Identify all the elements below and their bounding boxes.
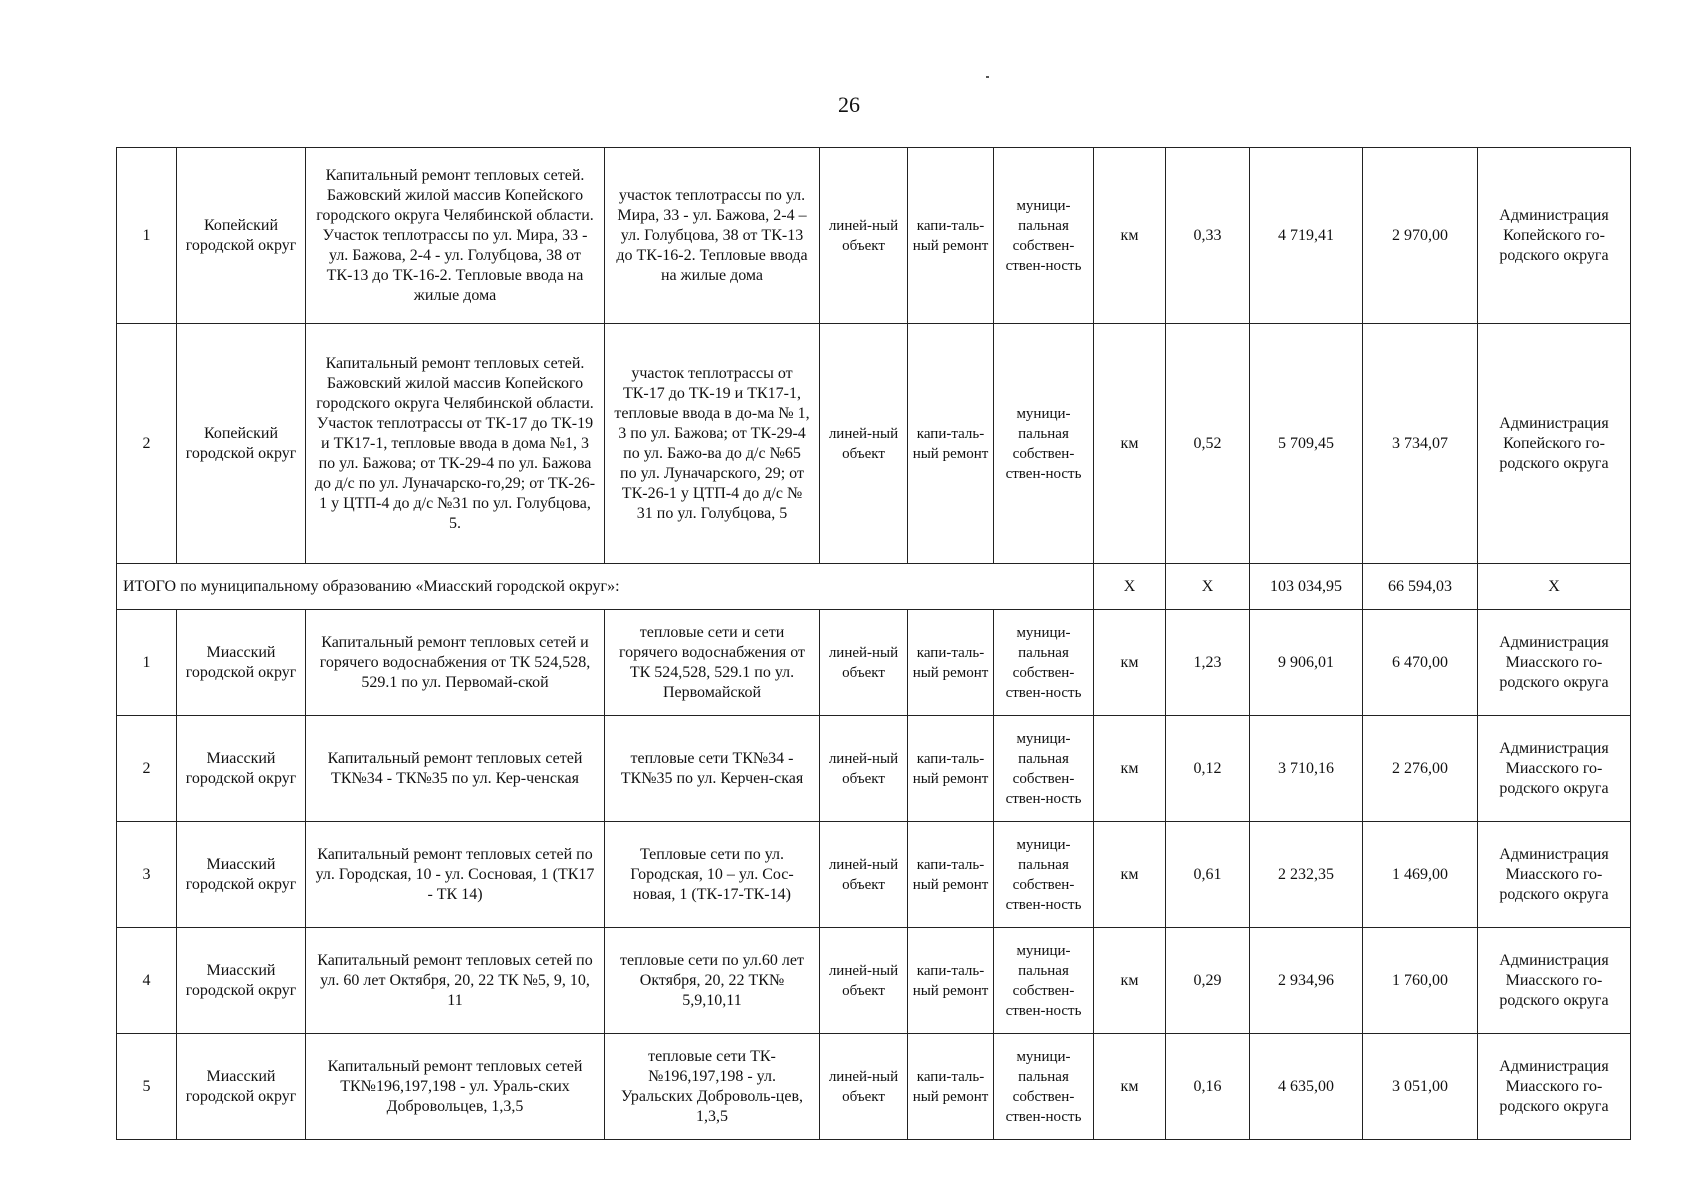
description-cell: Капитальный ремонт тепловых сетей по ул. Городская, 10 - ул. Сосновая, 1 (ТК17 - ТК 14) xyxy=(306,822,605,928)
work-type-cell: капи-таль-ный ремонт xyxy=(908,324,994,564)
length-cell: 0,12 xyxy=(1166,716,1250,822)
work-type-cell: капи-таль-ный ремонт xyxy=(908,822,994,928)
customer-cell: Администрация Миасского го-родского округа xyxy=(1478,610,1631,716)
unit-cell: км xyxy=(1094,610,1166,716)
total-section xyxy=(117,564,1631,610)
customer-cell: Администрация Миасского го-родского округа xyxy=(1478,822,1631,928)
ownership-cell: муници-пальная собствен-ствен-ность xyxy=(994,610,1094,716)
ownership-cell: муници-пальная собствен-ствен-ность xyxy=(994,716,1094,822)
object-type-cell: линей-ный объект xyxy=(820,928,908,1034)
site-cell: участок теплотрассы по ул. Мира, 33 - ул. Бажова, 2-4 – ул. Голубцова, 38 от ТК-13 до ТК-16-2. Тепловые ввода на жилые дома xyxy=(605,148,820,324)
total-label: ИТОГО по муниципальному образованию «Миасский городской округ»: xyxy=(117,564,1094,610)
unit-cell: км xyxy=(1094,716,1166,822)
unit-cell: км xyxy=(1094,822,1166,928)
table-row xyxy=(117,716,1631,822)
ownership-cell: муници-пальная собствен-ствен-ность xyxy=(994,928,1094,1034)
length-cell: 1,23 xyxy=(1166,610,1250,716)
object-type-cell: линей-ный объект xyxy=(820,1034,908,1140)
cost-year-cell: 3 734,07 xyxy=(1363,324,1478,564)
cost-total-cell: 2 232,35 xyxy=(1250,822,1363,928)
municipality-cell: Миасский городской округ xyxy=(177,928,306,1034)
object-type-cell: линей-ный объект xyxy=(820,822,908,928)
miass-section xyxy=(117,610,1631,1140)
cost-year-cell: 2 276,00 xyxy=(1363,716,1478,822)
cost-total-cell: 2 934,96 xyxy=(1250,928,1363,1034)
site-cell: тепловые сети по ул.60 лет Октября, 20, 22 ТК№ 5,9,10,11 xyxy=(605,928,820,1034)
unit-cell: км xyxy=(1094,928,1166,1034)
cost-year-cell: 1 760,00 xyxy=(1363,928,1478,1034)
length-cell: 0,16 xyxy=(1166,1034,1250,1140)
unit-cell: км xyxy=(1094,1034,1166,1140)
description-cell: Капитальный ремонт тепловых сетей и горячего водоснабжения от ТК 524,528, 529.1 по ул. Первомай-ской xyxy=(306,610,605,716)
table-row xyxy=(117,324,1631,564)
customer-cell: Администрация Копейского го-родского округа xyxy=(1478,148,1631,324)
site-cell: участок теплотрассы от ТК-17 до ТК-19 и ТК17-1, тепловые ввода в до-ма № 1, 3 по ул. Бажова; от ТК-29-4 по ул. Бажо-ва до д/с №65 по ул. Луначарского, 29; от ТК-26-1 у ЦТП-4 до д/с № 31 по ул. Голубцова, 5 xyxy=(605,324,820,564)
site-cell: тепловые сети ТК-№196,197,198 - ул. Уральских Доброволь-цев, 1,3,5 xyxy=(605,1034,820,1140)
table-row xyxy=(117,822,1631,928)
table-row xyxy=(117,928,1631,1034)
heating-repair-table xyxy=(116,147,1631,1140)
object-type-cell: линей-ный объект xyxy=(820,148,908,324)
work-type-cell: капи-таль-ный ремонт xyxy=(908,1034,994,1140)
total-unit: X xyxy=(1094,564,1166,610)
table-row xyxy=(117,1034,1631,1140)
cost-total-cell: 3 710,16 xyxy=(1250,716,1363,822)
customer-cell: Администрация Миасского го-родского округа xyxy=(1478,928,1631,1034)
cost-total-cell: 4 635,00 xyxy=(1250,1034,1363,1140)
ownership-cell: муници-пальная собствен-ствен-ность xyxy=(994,1034,1094,1140)
length-cell: 0,33 xyxy=(1166,148,1250,324)
description-cell: Капитальный ремонт тепловых сетей ТК№196,197,198 - ул. Ураль-ских Добровольцев, 1,3,5 xyxy=(306,1034,605,1140)
cost-total-cell: 4 719,41 xyxy=(1250,148,1363,324)
description-cell: Капитальный ремонт тепловых сетей ТК№34 - ТК№35 по ул. Кер-ченская xyxy=(306,716,605,822)
ownership-cell: муници-пальная собствен-ствен-ность xyxy=(994,324,1094,564)
row-number: 2 xyxy=(117,324,177,564)
row-number: 3 xyxy=(117,822,177,928)
total-row xyxy=(117,564,1631,610)
description-cell: Капитальный ремонт тепловых сетей. Бажовский жилой массив Копейского городского округа Челябинской области. Участок теплотрассы от ТК-17 до ТК-19 и ТК17-1, тепловые ввода в дома №1, 3 по ул. Бажова; от ТК-29-4 по ул. Бажова до д/с по ул. Луначарско-го,29; от ТК-26-1 у ЦТП-4 до д/с №31 по ул. Голубцова, 5. xyxy=(306,324,605,564)
cost-total-cell: 5 709,45 xyxy=(1250,324,1363,564)
description-cell: Капитальный ремонт тепловых сетей по ул. 60 лет Октября, 20, 22 ТК №5, 9, 10, 11 xyxy=(306,928,605,1034)
municipality-cell: Копейский городской округ xyxy=(177,324,306,564)
municipality-cell: Миасский городской округ xyxy=(177,610,306,716)
unit-cell: км xyxy=(1094,324,1166,564)
cost-total-cell: 9 906,01 xyxy=(1250,610,1363,716)
object-type-cell: линей-ный объект xyxy=(820,610,908,716)
cost-year-cell: 2 970,00 xyxy=(1363,148,1478,324)
kopeysk-section xyxy=(117,148,1631,564)
site-cell: тепловые сети и сети горячего водоснабжения от ТК 524,528, 529.1 по ул. Первомайской xyxy=(605,610,820,716)
page-number: 26 xyxy=(838,92,860,117)
total-length: X xyxy=(1166,564,1250,610)
length-cell: 0,61 xyxy=(1166,822,1250,928)
ownership-cell: муници-пальная собствен-ствен-ность xyxy=(994,148,1094,324)
total-cost-year: 66 594,03 xyxy=(1363,564,1478,610)
cost-year-cell: 3 051,00 xyxy=(1363,1034,1478,1140)
row-number: 5 xyxy=(117,1034,177,1140)
municipality-cell: Миасский городской округ xyxy=(177,1034,306,1140)
description-cell: Капитальный ремонт тепловых сетей. Бажовский жилой массив Копейского городского округа Челябинской области. Участок теплотрассы по ул. Мира, 33 - ул. Бажова, 2-4 - ул. Голубцова, 38 от ТК-13 до ТК-16-2. Тепловые ввода на жилые дома xyxy=(306,148,605,324)
municipality-cell: Копейский городской округ xyxy=(177,148,306,324)
municipality-cell: Миасский городской округ xyxy=(177,716,306,822)
customer-cell: Администрация Миасского го-родского округа xyxy=(1478,1034,1631,1140)
cost-year-cell: 6 470,00 xyxy=(1363,610,1478,716)
table-row xyxy=(117,148,1631,324)
work-type-cell: капи-таль-ный ремонт xyxy=(908,610,994,716)
work-type-cell: капи-таль-ный ремонт xyxy=(908,716,994,822)
row-number: 1 xyxy=(117,148,177,324)
customer-cell: Администрация Миасского го-родского округа xyxy=(1478,716,1631,822)
row-number: 1 xyxy=(117,610,177,716)
customer-cell: Администрация Копейского го-родского округа xyxy=(1478,324,1631,564)
municipality-cell: Миасский городской округ xyxy=(177,822,306,928)
row-number: 2 xyxy=(117,716,177,822)
object-type-cell: линей-ный объект xyxy=(820,324,908,564)
cost-year-cell: 1 469,00 xyxy=(1363,822,1478,928)
length-cell: 0,52 xyxy=(1166,324,1250,564)
ownership-cell: муници-пальная собствен-ствен-ность xyxy=(994,822,1094,928)
work-type-cell: капи-таль-ный ремонт xyxy=(908,148,994,324)
unit-cell: км xyxy=(1094,148,1166,324)
total-customer: X xyxy=(1478,564,1631,610)
length-cell: 0,29 xyxy=(1166,928,1250,1034)
total-cost-total: 103 034,95 xyxy=(1250,564,1363,610)
table-row xyxy=(117,610,1631,716)
site-cell: Тепловые сети по ул. Городская, 10 – ул. Сос-новая, 1 (ТК-17-ТК-14) xyxy=(605,822,820,928)
scan-speck xyxy=(986,76,989,78)
object-type-cell: линей-ный объект xyxy=(820,716,908,822)
row-number: 4 xyxy=(117,928,177,1034)
work-type-cell: капи-таль-ный ремонт xyxy=(908,928,994,1034)
site-cell: тепловые сети ТК№34 - ТК№35 по ул. Керчен-ская xyxy=(605,716,820,822)
